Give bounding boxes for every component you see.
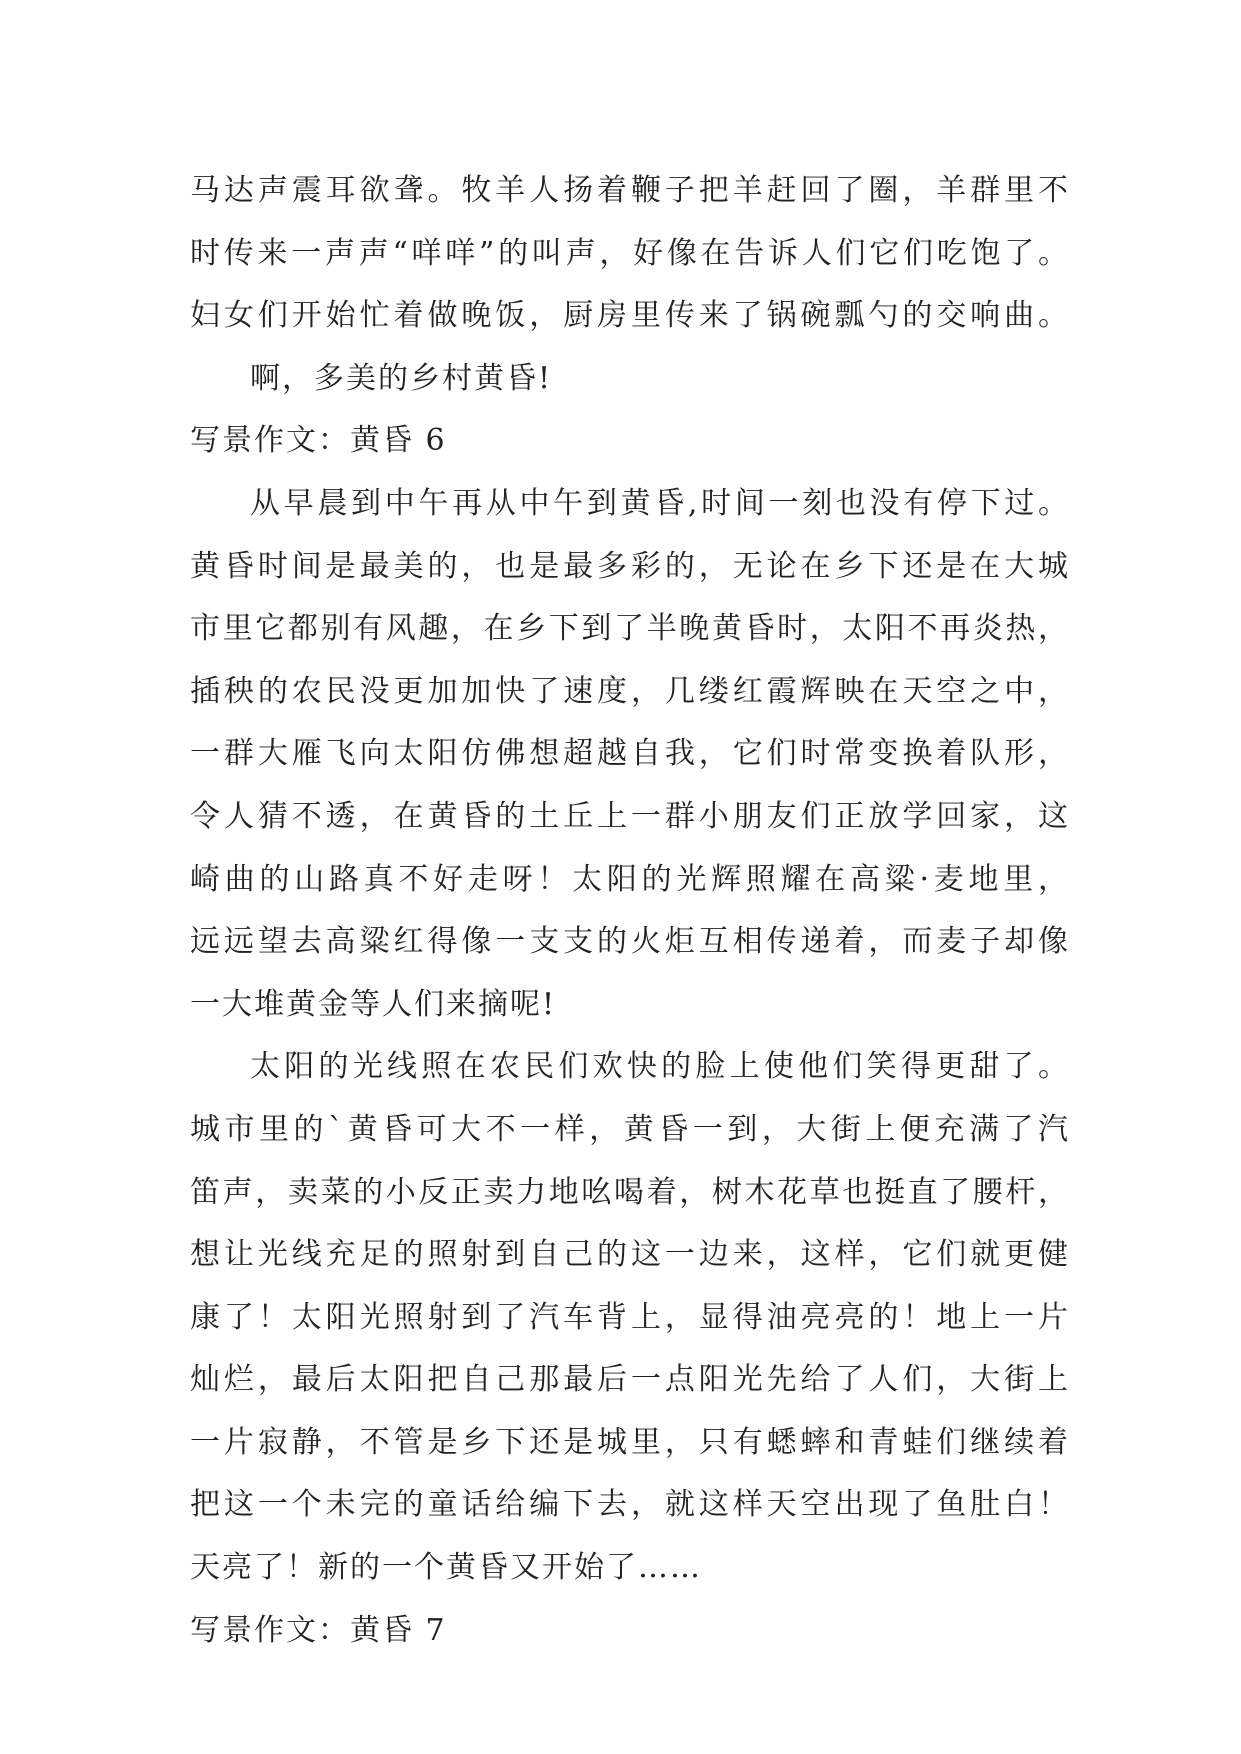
text-line: 一大堆黄金等人们来摘呢! <box>190 986 557 1022</box>
text-line: 妇女们开始忙着做晚饭，厨房里传来了锅碗瓢勺的交响曲。 <box>190 298 1070 334</box>
paragraph-first-line: 太阳的光线照在农民们欢快的脸上使他们笑得更甜了。 <box>250 1049 1070 1085</box>
text-line: 笛声，卖菜的小反正卖力地吆喝着，树木花草也挺直了腰杆， <box>190 1174 1070 1210</box>
paragraph-first-line: 从早晨到中午再从中午到黄昏,时间一刻也没有停下过。 <box>250 485 1070 521</box>
section-heading-6: 写景作文：黄昏 6 <box>190 423 447 459</box>
text-line: 市里它都别有风趣，在乡下到了半晚黄昏时，太阳不再炎热， <box>190 611 1070 647</box>
text-line: 插秧的农民没更加加快了速度，几缕红霞辉映在天空之中， <box>190 673 1070 709</box>
text-line: 城市里的`黄昏可大不一样，黄昏一到，大街上便充满了汽 <box>190 1111 1070 1147</box>
text-line: 时传来一声声“咩咩”的叫声，好像在告诉人们它们吃饱了。 <box>190 235 1070 271</box>
text-line: 崎曲的山路真不好走呀！太阳的光辉照耀在高粱·麦地里， <box>190 861 1070 897</box>
section-heading-7: 写景作文：黄昏 7 <box>190 1612 447 1648</box>
text-line: 康了！太阳光照射到了汽车背上，显得油亮亮的！地上一片 <box>190 1299 1070 1335</box>
text-line: 灿烂，最后太阳把自己那最后一点阳光先给了人们，大街上 <box>190 1362 1070 1398</box>
text-line: 把这一个未完的童话给编下去，就这样天空出现了鱼肚白！ <box>190 1487 1070 1523</box>
text-line: 一群大雁飞向太阳仿佛想超越自我，它们时常变换着队形， <box>190 736 1070 772</box>
document-body <box>190 160 1070 1662</box>
text-line: 一片寂静，不管是乡下还是城里，只有蟋蟀和青蛙们继续着 <box>190 1424 1070 1460</box>
text-line: 马达声震耳欲聋。牧羊人扬着鞭子把羊赶回了圈，羊群里不 <box>190 173 1070 208</box>
exclamation-line: 啊，多美的乡村黄昏! <box>250 360 553 396</box>
text-line: 令人猜不透，在黄昏的土丘上一群小朋友们正放学回家，这 <box>190 798 1070 834</box>
text-line: 想让光线充足的照射到自己的这一边来，这样，它们就更健 <box>190 1237 1070 1273</box>
text-line: 黄昏时间是最美的，也是最多彩的，无论在乡下还是在大城 <box>190 548 1070 584</box>
text-line: 远远望去高粱红得像一支支的火炬互相传递着，而麦子却像 <box>190 924 1070 960</box>
text-line: 天亮了！新的一个黄昏又开始了…… <box>190 1550 702 1586</box>
